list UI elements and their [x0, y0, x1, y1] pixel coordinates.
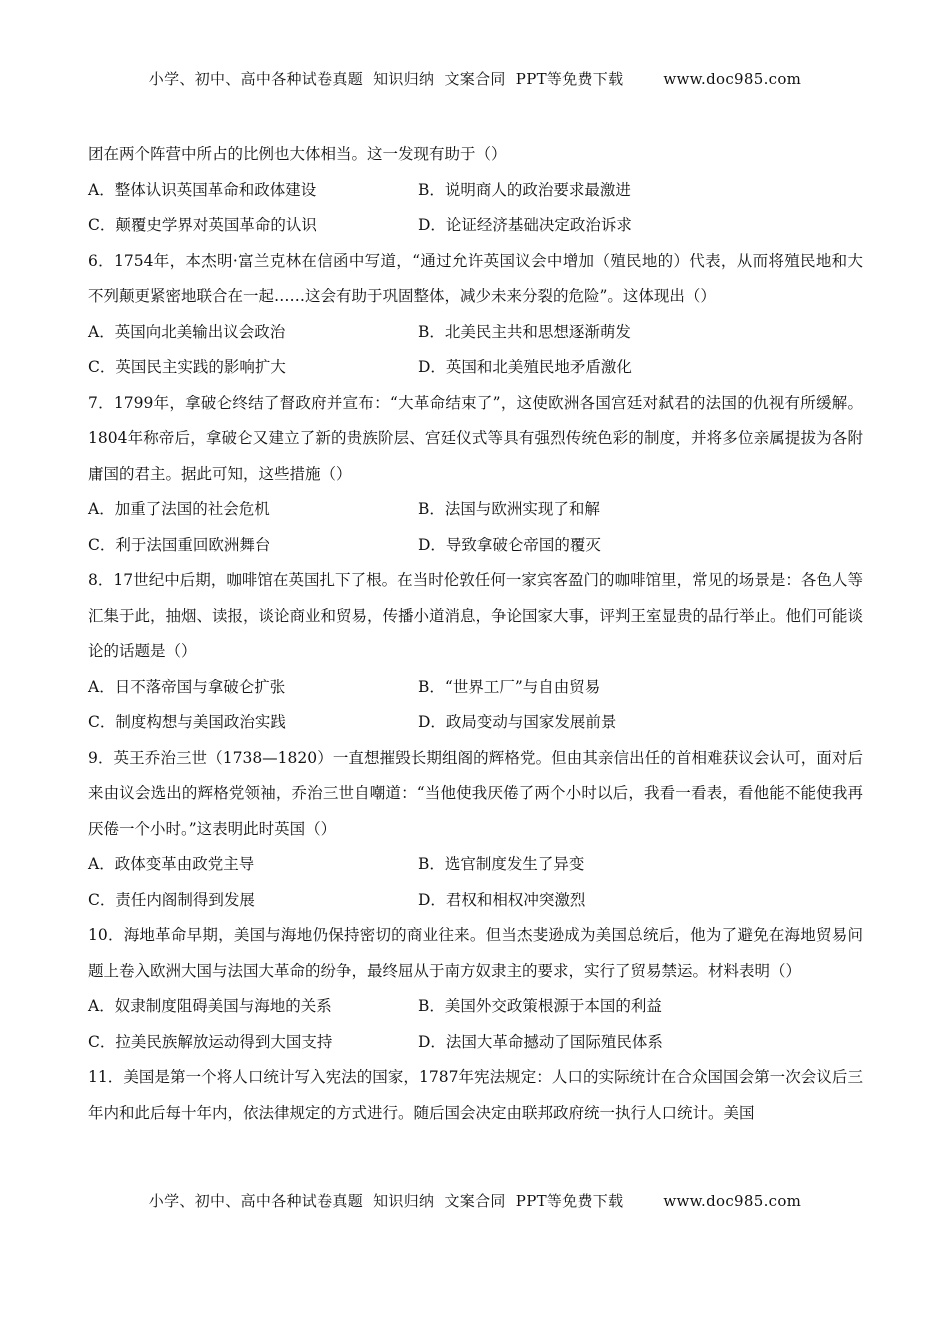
question-9 — [88, 741, 863, 919]
option-row — [88, 315, 863, 351]
question-6 — [88, 244, 863, 386]
question-11 — [88, 1060, 863, 1131]
option-c: C．拉美民族解放运动得到大国支持 — [88, 1032, 333, 1051]
question-stem: 6．1754年，本杰明·富兰克林在信函中写道，“通过允许英国议会中增加（殖民地的）代表，从而将殖民地和大不列颠更紧密地联合在一起……这会有助于巩固整体，减少未来分裂的危险”。这体现出（） — [88, 251, 863, 305]
question-stem: 11．美国是第一个将人口统计写入宪法的国家，1787年宪法规定：人口的实际统计在合众国国会第一次会议后三年内和此后每十年内，依法律规定的方式进行。随后国会决定由联邦政府统一执行人口统计。美国 — [88, 1068, 863, 1122]
option-row — [88, 492, 863, 528]
option-row — [88, 528, 863, 564]
option-row — [88, 705, 863, 741]
option-row — [88, 883, 863, 919]
option-a: A．整体认识英国革命和政体建设 — [88, 180, 317, 199]
option-row — [88, 350, 863, 386]
question-list — [88, 137, 863, 1131]
option-b: B．法国与欧洲实现了和解 — [418, 500, 600, 518]
question-stem: 8．17世纪中后期，咖啡馆在英国扎下了根。在当时伦敦任何一家宾客盈门的咖啡馆里，常见的场景是：各色人等汇集于此，抽烟、读报，谈论商业和贸易，传播小道消息，争论国家大事，评判王室显贵的品行举止。他们可能谈论的话题是（） — [88, 571, 864, 660]
option-a: A．奴隶制度阻碍美国与海地的关系 — [88, 997, 332, 1015]
header-text: 小学、初中、高中各种试卷真题 知识归纳 文案合同 PPT等免费下载 — [148, 70, 624, 88]
option-a: A．日不落帝国与拿破仑扩张 — [88, 677, 286, 696]
option-d: D．导致拿破仑帝国的覆灭 — [418, 535, 601, 554]
question-7 — [88, 386, 863, 564]
header-site-link[interactable]: www.doc985.com — [663, 70, 802, 88]
question-10 — [88, 918, 863, 1060]
option-row — [88, 173, 863, 209]
option-d: D．论证经济基础决定政治诉求 — [418, 216, 632, 234]
option-d: D．英国和北美殖民地矛盾激化 — [418, 358, 632, 376]
option-b: B．北美民主共和思想逐渐萌发 — [418, 322, 631, 341]
question-5-continued — [88, 137, 863, 244]
option-b: B．美国外交政策根源于本国的利益 — [418, 997, 662, 1015]
option-a: A．政体变革由政党主导 — [88, 855, 255, 873]
page-footer — [0, 1190, 950, 1211]
question-stem: 10．海地革命早期，美国与海地仍保持密切的商业往来。但当杰斐逊成为美国总统后，他为了避免在海地贸易问题上卷入欧洲大国与法国大革命的纷争，最终屈从于南方奴隶主的要求，实行了贸易禁运。材料表明（） — [88, 926, 863, 980]
footer-site-link[interactable]: www.doc985.com — [663, 1192, 802, 1210]
option-d: D．政局变动与国家发展前景 — [418, 713, 617, 731]
option-row — [88, 847, 863, 883]
option-c: C．颠覆史学界对英国革命的认识 — [88, 216, 317, 234]
option-b: B．“世界工厂”与自由贸易 — [418, 677, 601, 696]
option-row — [88, 1025, 863, 1061]
option-c: C．英国民主实践的影响扩大 — [88, 358, 286, 376]
question-stem: 7．1799年，拿破仑终结了督政府并宣布：“大革命结束了”，这使欧洲各国宫廷对弑君的法国的仇视有所缓解。1804年称帝后，拿破仑又建立了新的贵族阶层、宫廷仪式等具有强烈传统色彩的制度，并将多位亲属提拔为各附庸国的君主。据此可知，这些措施（） — [88, 393, 863, 483]
option-b: B．选官制度发生了异变 — [418, 855, 585, 873]
option-c: C．责任内阁制得到发展 — [88, 890, 255, 909]
page-header — [0, 68, 950, 89]
option-c: C．利于法国重回欧洲舞台 — [88, 535, 271, 554]
question-8 — [88, 563, 863, 741]
option-row — [88, 208, 863, 244]
question-stem: 团在两个阵营中所占的比例也大体相当。这一发现有助于（） — [88, 145, 507, 163]
option-c: C．制度构想与美国政治实践 — [88, 713, 286, 731]
option-a: A．英国向北美输出议会政治 — [88, 322, 286, 341]
option-d: D．君权和相权冲突激烈 — [418, 890, 586, 909]
question-stem: 9．英王乔治三世（1738—1820）一直想摧毁长期组阁的辉格党。但由其亲信出任的首相难获议会认可，面对后来由议会选出的辉格党领袖，乔治三世自嘲道：“当他使我厌倦了两个小时以后，我看一看表，看他能不能使我再厌倦一个小时。”这表明此时英国（） — [88, 748, 863, 838]
option-a: A．加重了法国的社会危机 — [88, 500, 270, 518]
option-b: B．说明商人的政治要求最激进 — [418, 180, 631, 199]
option-d: D．法国大革命撼动了国际殖民体系 — [418, 1032, 663, 1051]
footer-text: 小学、初中、高中各种试卷真题 知识归纳 文案合同 PPT等免费下载 — [148, 1192, 624, 1210]
option-row — [88, 989, 863, 1025]
option-row — [88, 670, 863, 706]
